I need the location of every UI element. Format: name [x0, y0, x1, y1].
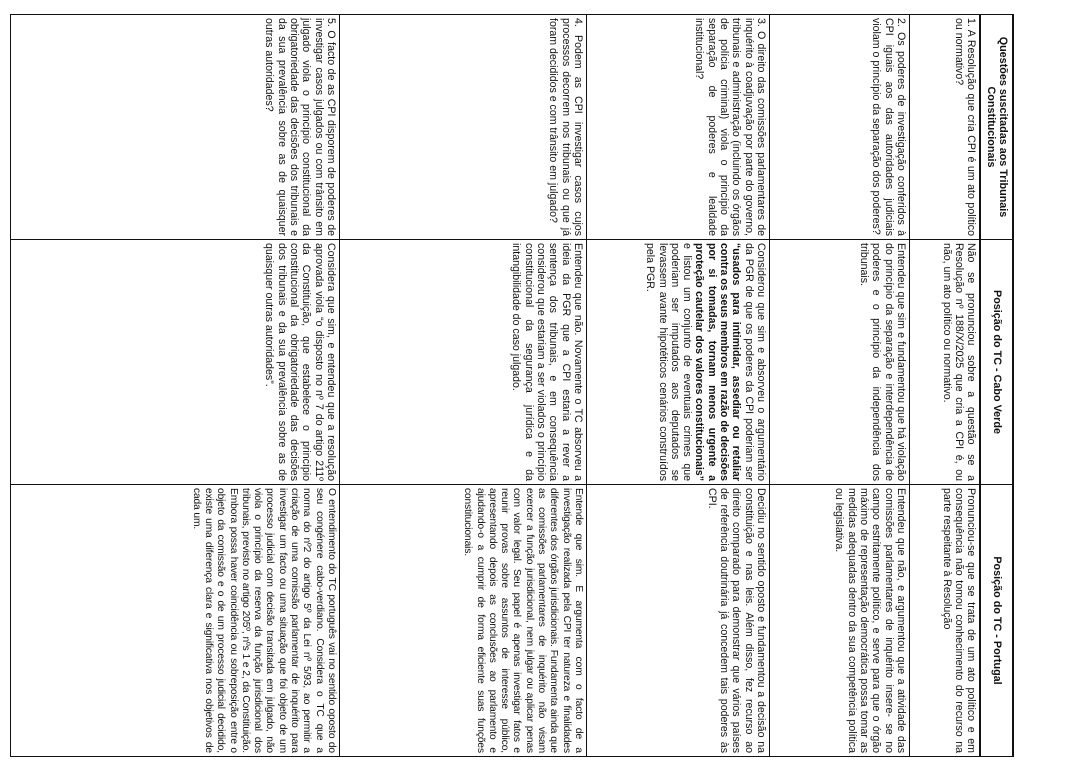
- cabo-verde-quote-bold: “usados para intimidar, assediar ou retaliar contra os seus membros em razão de decisões por si tomadas, tornam menos urgente a proteção cautelar dos valores constitucionais”: [693, 243, 743, 481]
- portugal-cell: Entendeu que não, e argumentou que a atividade das comissões parlamentares de inquérito insere- se no campo estritamente político, e serve para que o órgão máximo de representação democrática possa tomar as medidas adequadas dentro da sua competência política ou legislativa.: [769, 485, 909, 757]
- cabo-verde-cell: Entendeu que não. Novamente o TC absorveu a ideia da PGR que a CPI estaria a rever a sentença dos tribunais, e em consequência considerou que estariam a ser violados o princípio constitucional da segurança jurídica e da intangibilidade do caso julgado.: [339, 240, 586, 485]
- table-row: [909, 15, 980, 757]
- cabo-verde-cell: Considera que sim, e entendeu que a resolução aprovada viola “o disposto no nº 7 do artigo 211º da Constituição, que estabelece o princípio constitucional da obrigatoriedade das decisões dos tribunais e da sua prevalência sobre as de quaisquer outras autoridades”.: [10, 240, 339, 485]
- question-cell: 3. O direito das comissões parlamentares de inquérito à coadjuvação por parte do governo, tribunais e administração (incluindo os órgãos de polícia criminal) viola o princípio da separação de poderes e lealdade institucional?: [586, 15, 769, 240]
- portugal-cell: Decidiu no sentido oposto e fundamentou a decisão na constituição e nas leis. Além disso, fez recurso ao direito comparado para demonstrar que vários países de referência doutrinária já concedem tais poderes às CPI.: [586, 485, 769, 757]
- cabo-verde-cell: Entendeu que sim e fundamentou que há violação do princípio da separação e interdependência de poderes e o princípio da independência dos tribunais.: [769, 240, 909, 485]
- cabo-verde-cell: [586, 240, 769, 485]
- table-header-row: [980, 15, 1013, 757]
- table-row: [769, 15, 909, 757]
- question-cell: 5. O facto de as CPI disporem de poderes de investigar casos julgados ou com trânsito em julgado viola o princípio constitucional da obrigatoriedade das decisões dos tribunais e da sua prevalência sobre as de quaisquer outras autoridades?: [10, 15, 339, 240]
- table-row: [10, 15, 339, 757]
- portugal-cell: O entendimento do TC português vai no sentido oposto do seu congénere cabo-verdiano. Considera o TC que a norma do nº2 do artigo 5º da Lei nº 5/93, ao permitir a criação de uma comissão parlamentar de inquérito para investigar um facto ou uma situação que foi objeto de um processo judicial com decisão transitada em julgado, não viola o princípio da reserva da função jurisdicional dos tribunais, previsto no artigo 205º, nºs 1 e 2, da Constituição. Embora possa haver coincidência ou sobreposição entre o objeto da comissão e o de um processo judicial decidido, existe uma diferença clara e significativa nos objetivos de cada um.: [10, 485, 339, 757]
- cabo-verde-text-end: e listou um conjunto de eventuais crimes que poderiam ser imputados aos deputados se levassem avante hipotéticos cenários construídos pela PGR.: [644, 243, 694, 481]
- question-cell: 2. Os poderes de investigação conferidos à CPI iguais aos das autoridades judiciais violam o princípio da separação dos poderes?: [769, 15, 909, 240]
- header-questions: Questões suscitadas aos Tribunais Constitucionais: [980, 15, 1013, 240]
- question-cell: 1. A Resolução que cria CPI é um ato político ou normativo?: [909, 15, 980, 240]
- cabo-verde-cell: Não se pronunciou sobre a questão se a Resolução nº 188/X/2025 que cria a CPI é, ou não, um ato político ou normativo.: [909, 240, 980, 485]
- question-cell: 4. Podem as CPI investigar casos cujos processos decorrem nos tribunais ou que já foram decididos e com trânsito em julgado?: [339, 15, 586, 240]
- portugal-cell: Pronunciou-se que se trata de um ato político e em consequência não tomou conhecimento do recurso na parte respeitante à Resolução: [909, 485, 980, 757]
- table-row: [586, 15, 769, 757]
- cabo-verde-text: Considerou que sim e absorveu o argumentário da PGR de que os poderes da CPI poderiam ser: [742, 243, 767, 481]
- header-cabo-verde: Posição do TC - Cabo Verde: [980, 240, 1013, 485]
- comparison-table: [10, 14, 1014, 757]
- rotated-page: [13, 14, 1014, 756]
- header-portugal: Posição do TC - Portugal: [980, 485, 1013, 757]
- table-row: [339, 15, 586, 757]
- portugal-cell: Entende que sim. E argumenta com o facto de a investigação realizada pela CPI ter natureza e finalidades diferentes dos órgãos jurisdicionais. Fundamenta ainda que as comissões parlamentares de inquérito não visam exercer a função jurisdicional, nem julgar ou aplicar penas com valor legal. Seu papel é apenas investigar fatos e reunir provas sobre assuntos de interesse público, apresentando depois as conclusões ao parlamento e ajudando-o a cumprir de forma eficiente suas funções constitucionais.: [339, 485, 586, 757]
